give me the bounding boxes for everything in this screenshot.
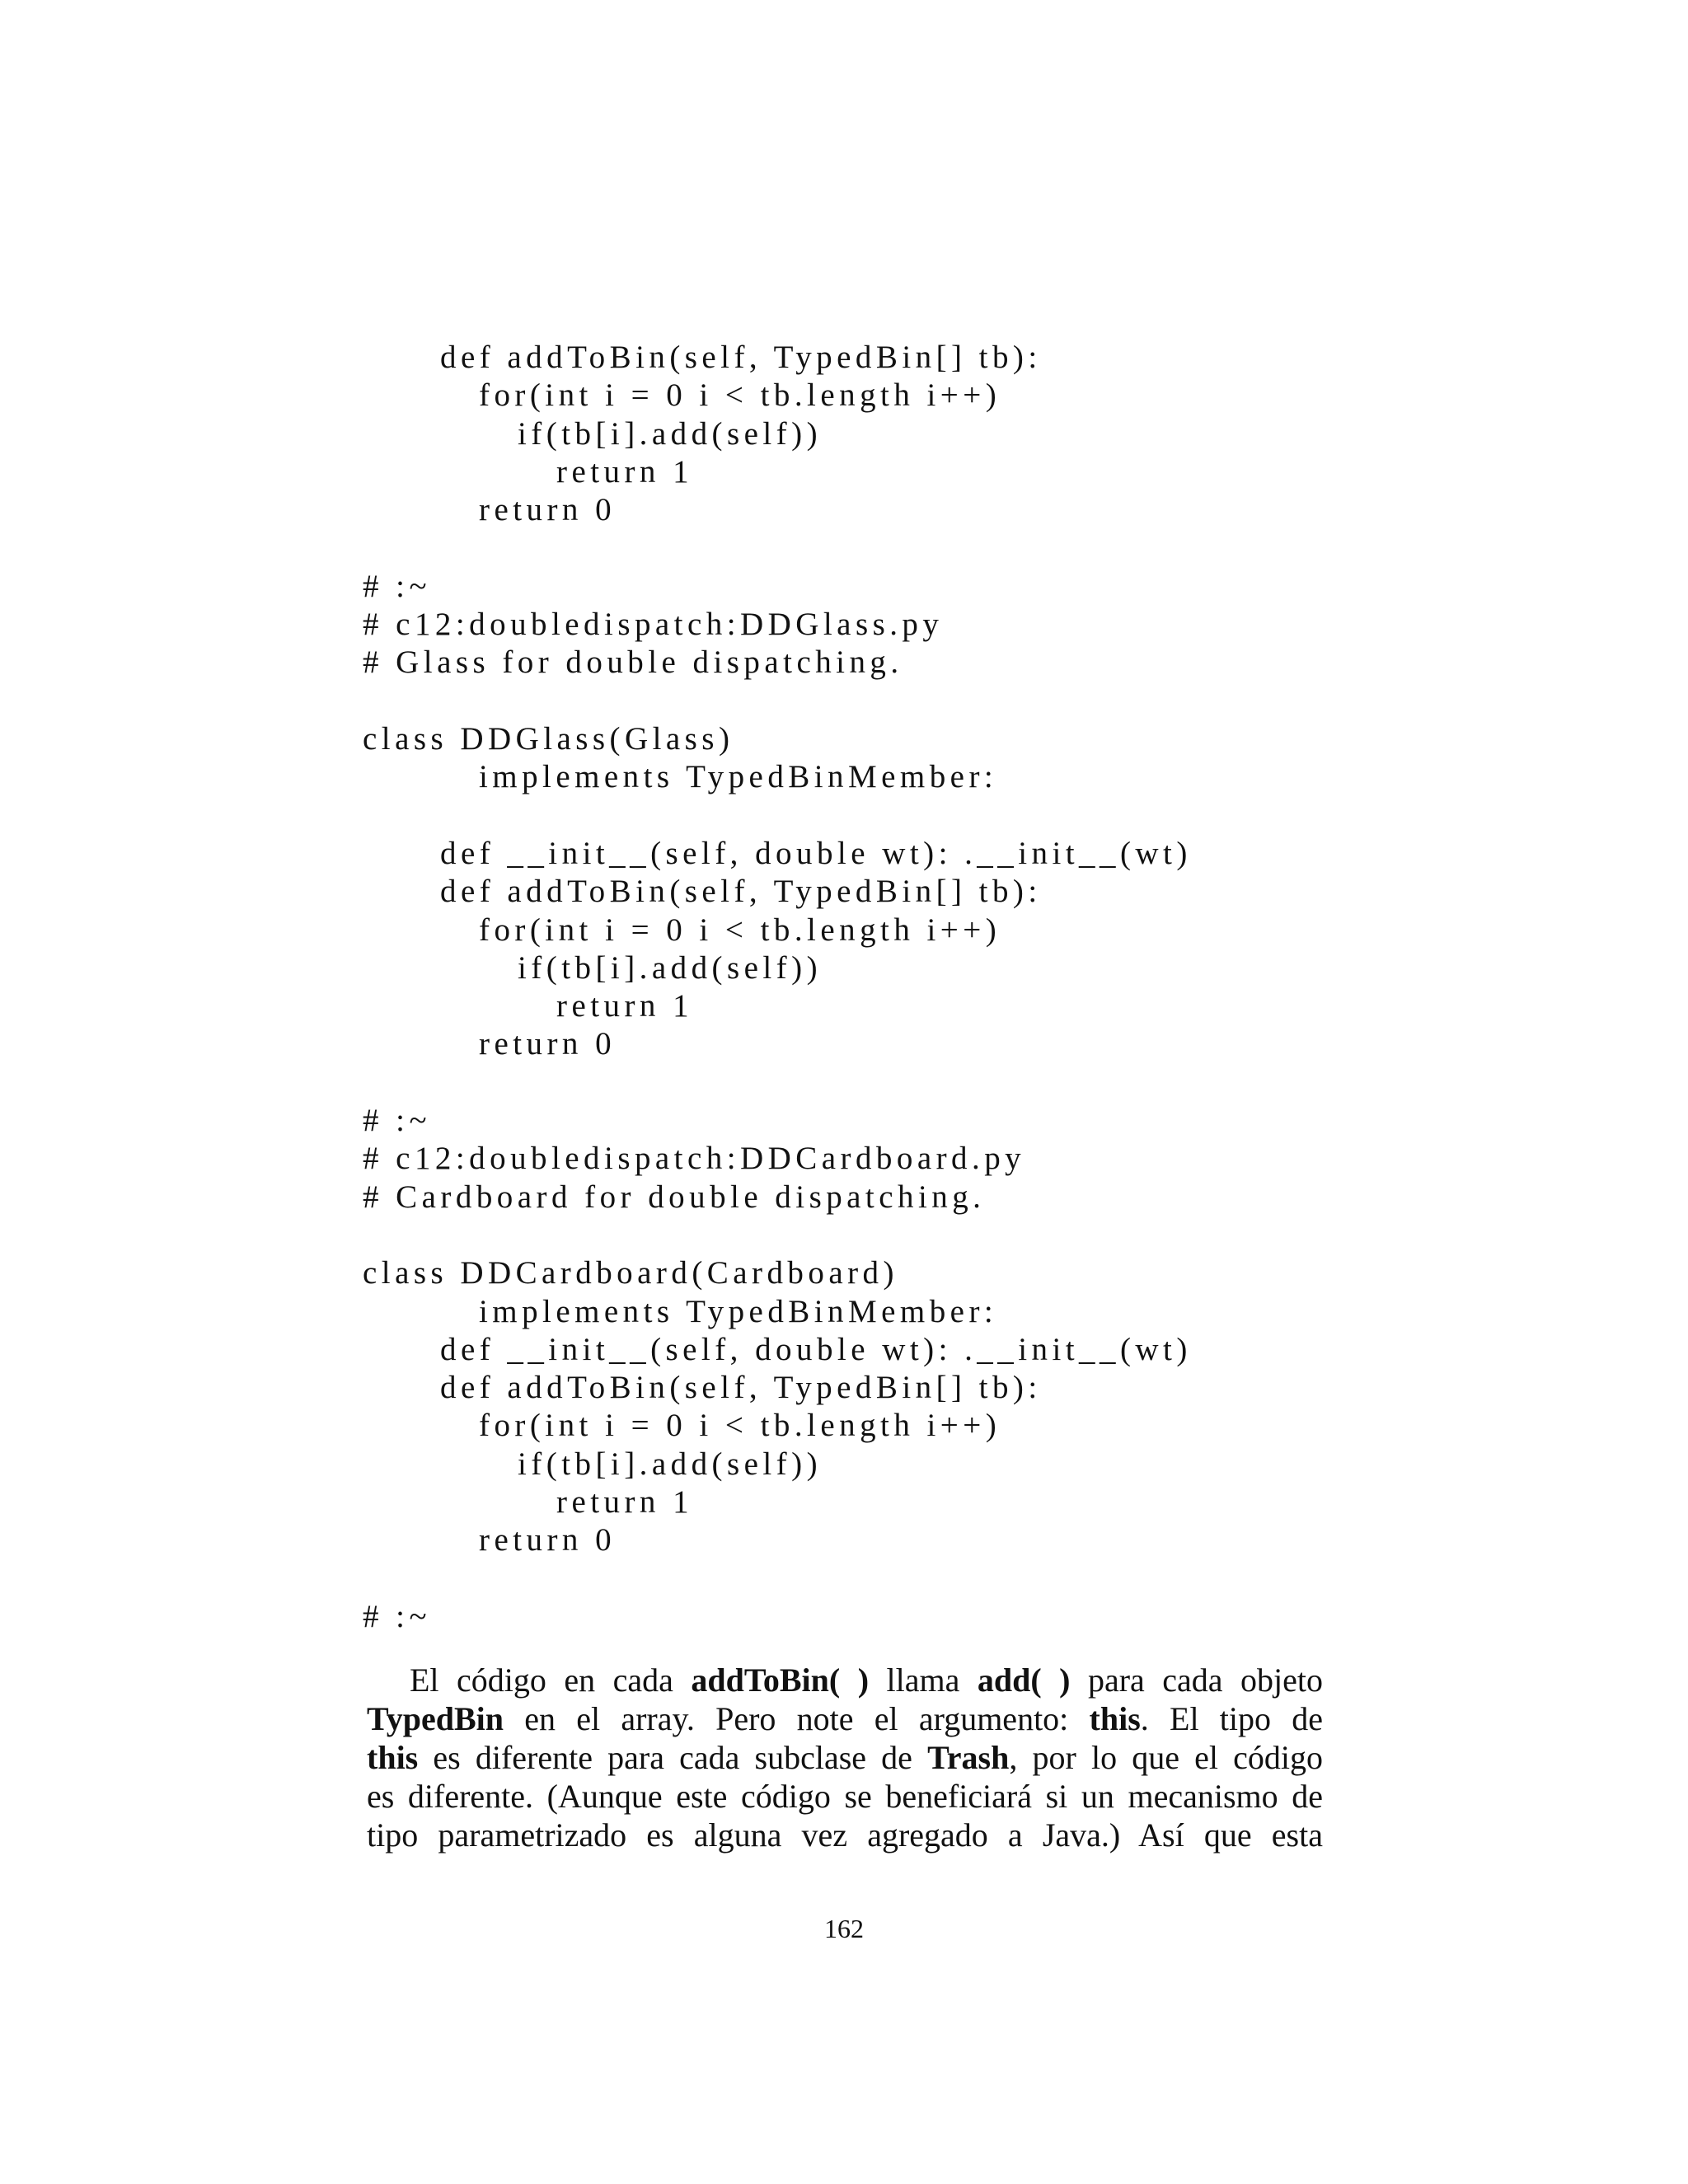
code-line: for(int i = 0 i < tb.length i++) bbox=[479, 912, 1001, 948]
paragraph-text: para cada objeto bbox=[1070, 1661, 1323, 1699]
paragraph-text: es diferente para cada subclase de bbox=[418, 1739, 928, 1776]
code-term: this bbox=[367, 1739, 419, 1776]
code-line: for(int i = 0 i < tb.length i++) bbox=[479, 377, 1001, 414]
code-line: # c12:doubledispatch:DDGlass.py bbox=[363, 607, 944, 643]
code-term: add( ) bbox=[977, 1661, 1071, 1699]
code-line: def addToBin(self, TypedBin[] tb): bbox=[440, 874, 1042, 910]
code-term: this bbox=[1089, 1700, 1141, 1737]
code-line: # c12:doubledispatch:DDCardboard.py bbox=[363, 1141, 1026, 1177]
code-line: return 1 bbox=[556, 453, 694, 490]
paragraph-text: en el array. Pero note el argumento: bbox=[504, 1700, 1090, 1737]
code-line: # Cardboard for double dispatching. bbox=[363, 1179, 986, 1215]
code-line: class DDGlass(Glass) bbox=[363, 721, 734, 757]
code-line: if(tb[i].add(self)) bbox=[518, 949, 823, 986]
paragraph-text: es diferente. (Aunque este código se beneficiará si un mecanismo de bbox=[367, 1778, 1323, 1815]
paragraph-text: , por lo que el código bbox=[1009, 1739, 1323, 1776]
code-line: class DDCardboard(Cardboard) bbox=[363, 1255, 898, 1291]
code-term: Trash bbox=[927, 1739, 1010, 1776]
code-term: TypedBin bbox=[367, 1700, 504, 1737]
paragraph-line bbox=[367, 1777, 1323, 1816]
code-line: if(tb[i].add(self)) bbox=[518, 415, 823, 452]
code-line: return 1 bbox=[556, 1484, 694, 1520]
code-term: addToBin( ) bbox=[691, 1661, 870, 1699]
code-line: # Glass for double dispatching. bbox=[363, 644, 903, 681]
code-line: def __init__(self, double wt): .__init__(wt) bbox=[440, 1331, 1192, 1367]
code-line: return 0 bbox=[479, 1026, 617, 1062]
page-number: 162 bbox=[824, 1914, 864, 1943]
code-line: return 0 bbox=[479, 492, 617, 528]
paragraph-line bbox=[367, 1738, 1323, 1777]
code-line: # :~ bbox=[363, 568, 432, 604]
body-paragraph bbox=[367, 1661, 1323, 1854]
paragraph-text: . El tipo de bbox=[1140, 1700, 1324, 1737]
code-line: def addToBin(self, TypedBin[] tb): bbox=[440, 340, 1042, 375]
code-line: # :~ bbox=[363, 1103, 432, 1138]
code-line: if(tb[i].add(self)) bbox=[518, 1446, 823, 1482]
code-line: implements TypedBinMember: bbox=[479, 1293, 998, 1329]
paragraph-text: tipo parametrizado es alguna vez agregado a Java.) Así que esta bbox=[367, 1816, 1323, 1854]
code-line: # :~ bbox=[363, 1598, 432, 1634]
code-line: def __init__(self, double wt): .__init__(wt) bbox=[440, 835, 1192, 871]
paragraph-text: El código en cada bbox=[410, 1661, 692, 1699]
paragraph-line bbox=[367, 1661, 1323, 1699]
paragraph-text: llama bbox=[869, 1661, 978, 1699]
paragraph-line bbox=[367, 1699, 1323, 1738]
code-line: def addToBin(self, TypedBin[] tb): bbox=[440, 1370, 1042, 1406]
code-line: return 0 bbox=[479, 1522, 617, 1558]
code-line: implements TypedBinMember: bbox=[479, 759, 998, 795]
code-line: for(int i = 0 i < tb.length i++) bbox=[479, 1408, 1001, 1444]
paragraph-line bbox=[367, 1816, 1323, 1854]
code-line: return 1 bbox=[556, 988, 694, 1024]
